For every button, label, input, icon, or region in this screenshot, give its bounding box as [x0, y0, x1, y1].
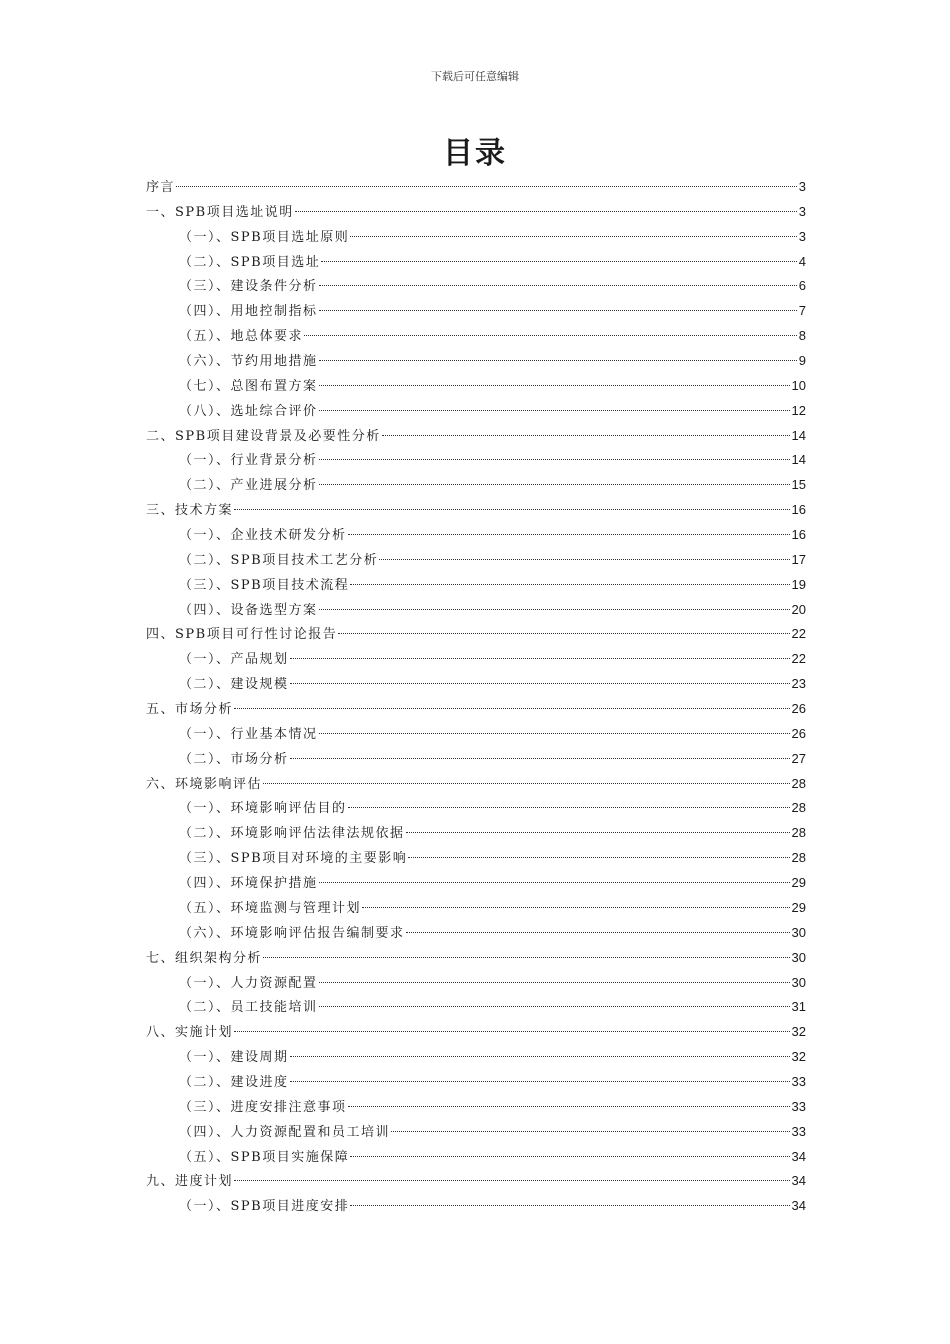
toc-title: 目录	[443, 136, 507, 171]
toc-section-entry[interactable]	[146, 473, 806, 498]
toc-section-entry[interactable]	[146, 1070, 806, 1095]
toc-dot-leader	[406, 932, 790, 933]
toc-dot-leader	[319, 1006, 790, 1007]
toc-entry-page-number: 32	[791, 1049, 806, 1065]
toc-entry-page-number: 4	[798, 253, 806, 269]
toc-entry-label: （一）、建设周期	[179, 1050, 289, 1066]
toc-entry-page-number: 22	[791, 651, 806, 667]
toc-dot-leader	[408, 857, 789, 858]
toc-entry-page-number: 14	[791, 452, 806, 468]
toc-entry-label: （三）、建设条件分析	[179, 279, 318, 295]
toc-entry-page-number: 19	[791, 576, 806, 592]
toc-entry-page-number: 30	[791, 924, 806, 940]
toc-dot-leader	[348, 1106, 790, 1107]
toc-list	[146, 175, 806, 1219]
toc-dot-leader	[379, 559, 789, 560]
toc-section-entry[interactable]	[146, 1120, 806, 1145]
toc-entry-page-number: 12	[791, 402, 806, 418]
toc-entry-label: （七）、总图布置方案	[179, 378, 318, 394]
toc-section-entry[interactable]	[146, 299, 806, 324]
toc-dot-leader	[176, 186, 797, 187]
toc-entry-label: （一）、产品规划	[179, 652, 289, 668]
toc-entry-page-number: 9	[798, 353, 806, 369]
toc-entry-page-number: 28	[791, 800, 806, 816]
toc-entry-label: （三）、SPB项目对环境的主要影响	[179, 851, 408, 867]
toc-entry-page-number: 16	[791, 502, 806, 518]
toc-entry-page-number: 3	[798, 179, 806, 194]
toc-entry-page-number: 26	[791, 701, 806, 717]
toc-entry-page-number: 32	[791, 1024, 806, 1040]
toc-entry-page-number: 33	[791, 1123, 806, 1139]
toc-entry-page-number: 23	[791, 676, 806, 692]
toc-dot-leader	[391, 1131, 790, 1132]
toc-entry-page-number: 28	[791, 825, 806, 841]
page-header-note: 下载后可任意编辑	[431, 70, 519, 83]
toc-entry-label: （三）、SPB项目技术流程	[179, 577, 350, 593]
toc-entry-label: （二）、市场分析	[179, 751, 289, 767]
toc-entry-label: 五、市场分析	[146, 702, 234, 718]
toc-section-entry[interactable]	[146, 250, 806, 275]
toc-section-entry[interactable]	[146, 796, 806, 821]
toc-entry-label: （一）、SPB项目进度安排	[179, 1199, 350, 1215]
toc-dot-leader	[319, 459, 790, 460]
toc-dot-leader	[350, 236, 797, 237]
toc-entry-page-number: 22	[791, 626, 806, 642]
toc-section-entry[interactable]	[146, 921, 806, 946]
toc-dot-leader	[319, 410, 790, 411]
toc-entry-page-number: 29	[791, 899, 806, 915]
toc-section-entry[interactable]	[146, 846, 806, 871]
toc-chapter-entry[interactable]	[146, 498, 806, 523]
toc-section-entry[interactable]	[146, 722, 806, 747]
toc-dot-leader	[290, 1081, 790, 1082]
toc-dot-leader	[382, 435, 790, 436]
toc-section-entry[interactable]	[146, 871, 806, 896]
toc-section-entry[interactable]	[146, 548, 806, 573]
toc-entry-label: （一）、行业基本情况	[179, 726, 318, 742]
toc-dot-leader	[290, 758, 790, 759]
toc-section-entry[interactable]	[146, 1045, 806, 1070]
toc-entry-page-number: 30	[791, 949, 806, 965]
toc-dot-leader	[290, 658, 790, 659]
toc-entry-page-number: 34	[791, 1198, 806, 1214]
toc-entry-page-number: 34	[791, 1148, 806, 1164]
toc-dot-leader	[263, 957, 790, 958]
toc-section-entry[interactable]	[146, 1194, 806, 1219]
toc-entry-label: 二、SPB项目建设背景及必要性分析	[146, 428, 381, 444]
toc-entry-page-number: 3	[798, 228, 806, 244]
toc-entry-page-number: 26	[791, 725, 806, 741]
toc-section-entry[interactable]	[146, 896, 806, 921]
toc-section-entry[interactable]	[146, 573, 806, 598]
toc-entry-label: （二）、SPB项目选址	[179, 254, 321, 270]
toc-entry-page-number: 3	[798, 203, 806, 219]
toc-entry-page-number: 28	[791, 775, 806, 791]
toc-dot-leader	[319, 360, 797, 361]
toc-chapter-entry[interactable]	[146, 772, 806, 797]
toc-entry-label: （一）、环境影响评估目的	[179, 801, 347, 817]
toc-section-entry[interactable]	[146, 225, 806, 250]
toc-section-entry[interactable]	[146, 448, 806, 473]
toc-chapter-entry[interactable]	[146, 424, 806, 449]
toc-dot-leader	[234, 1180, 790, 1181]
toc-section-entry[interactable]	[146, 1095, 806, 1120]
toc-entry-page-number: 15	[791, 477, 806, 493]
toc-dot-leader	[338, 633, 789, 634]
toc-chapter-entry[interactable]	[146, 946, 806, 971]
toc-entry-label: （六）、节约用地措施	[179, 354, 318, 370]
toc-dot-leader	[319, 385, 790, 386]
toc-entry-label: （二）、产业进展分析	[179, 478, 318, 494]
toc-entry-page-number: 29	[791, 875, 806, 891]
toc-entry-label: （一）、SPB项目选址原则	[179, 229, 350, 245]
toc-dot-leader	[350, 1205, 789, 1206]
toc-entry-page-number: 8	[798, 328, 806, 344]
toc-dot-leader	[319, 733, 790, 734]
toc-section-entry[interactable]	[146, 995, 806, 1020]
toc-dot-leader	[290, 1056, 790, 1057]
toc-dot-leader	[350, 1156, 789, 1157]
toc-chapter-entry[interactable]	[146, 1020, 806, 1045]
toc-dot-leader	[319, 310, 797, 311]
toc-section-entry[interactable]	[146, 747, 806, 772]
toc-entry-label: （五）、环境监测与管理计划	[179, 900, 362, 916]
toc-entry-label: 八、实施计划	[146, 1025, 234, 1041]
toc-entry-label: （一）、人力资源配置	[179, 975, 318, 991]
toc-section-entry[interactable]	[146, 598, 806, 623]
toc-dot-leader	[348, 807, 790, 808]
toc-dot-leader	[319, 484, 790, 485]
toc-entry-label: 四、SPB项目可行性讨论报告	[146, 627, 338, 643]
toc-dot-leader	[348, 534, 790, 535]
toc-section-entry[interactable]	[146, 399, 806, 424]
toc-entry-page-number: 31	[791, 999, 806, 1015]
toc-dot-leader	[319, 982, 790, 983]
toc-entry-page-number: 6	[798, 278, 806, 294]
toc-dot-leader	[362, 907, 790, 908]
toc-chapter-entry[interactable]	[146, 175, 806, 200]
toc-entry-label: 一、SPB项目选址说明	[146, 204, 294, 220]
toc-section-entry[interactable]	[146, 672, 806, 697]
toc-dot-leader	[295, 211, 797, 212]
toc-entry-page-number: 7	[798, 303, 806, 319]
toc-entry-label: （五）、地总体要求	[179, 329, 304, 345]
toc-section-entry[interactable]	[146, 647, 806, 672]
toc-dot-leader	[234, 509, 790, 510]
toc-entry-label: 九、进度计划	[146, 1174, 234, 1190]
toc-section-entry[interactable]	[146, 523, 806, 548]
toc-entry-label: （四）、人力资源配置和员工培训	[179, 1124, 391, 1140]
toc-dot-leader	[406, 832, 790, 833]
toc-dot-leader	[321, 261, 797, 262]
toc-dot-leader	[319, 285, 797, 286]
toc-entry-label: （一）、行业背景分析	[179, 453, 318, 469]
toc-entry-page-number: 17	[791, 551, 806, 567]
toc-entry-label: （八）、选址综合评价	[179, 403, 318, 419]
toc-entry-label: （四）、设备选型方案	[179, 602, 318, 618]
toc-entry-page-number: 28	[791, 850, 806, 866]
toc-dot-leader	[304, 335, 797, 336]
toc-dot-leader	[350, 584, 789, 585]
toc-entry-label: （四）、用地控制指标	[179, 304, 318, 320]
toc-entry-label: （二）、建设进度	[179, 1074, 289, 1090]
toc-section-entry[interactable]	[146, 1145, 806, 1170]
toc-entry-label: （二）、员工技能培训	[179, 1000, 318, 1016]
toc-section-entry[interactable]	[146, 971, 806, 996]
toc-entry-label: 序言	[146, 180, 176, 195]
toc-entry-label: （二）、SPB项目技术工艺分析	[179, 552, 379, 568]
toc-chapter-entry[interactable]	[146, 697, 806, 722]
toc-entry-page-number: 10	[791, 377, 806, 393]
toc-dot-leader	[319, 882, 790, 883]
toc-chapter-entry[interactable]	[146, 1169, 806, 1194]
toc-chapter-entry[interactable]	[146, 200, 806, 225]
toc-entry-label: 七、组织架构分析	[146, 950, 263, 966]
toc-entry-page-number: 20	[791, 601, 806, 617]
toc-section-entry[interactable]	[146, 324, 806, 349]
toc-entry-label: （一）、企业技术研发分析	[179, 528, 347, 544]
toc-dot-leader	[319, 609, 790, 610]
toc-section-entry[interactable]	[146, 274, 806, 299]
toc-chapter-entry[interactable]	[146, 622, 806, 647]
toc-entry-page-number: 34	[791, 1173, 806, 1189]
toc-section-entry[interactable]	[146, 374, 806, 399]
toc-entry-page-number: 33	[791, 1073, 806, 1089]
toc-entry-label: （二）、环境影响评估法律法规依据	[179, 826, 405, 842]
toc-entry-label: （二）、建设规模	[179, 677, 289, 693]
toc-section-entry[interactable]	[146, 349, 806, 374]
toc-entry-page-number: 14	[791, 427, 806, 443]
toc-entry-page-number: 33	[791, 1098, 806, 1114]
toc-entry-page-number: 30	[791, 974, 806, 990]
toc-entry-page-number: 16	[791, 527, 806, 543]
toc-dot-leader	[234, 708, 790, 709]
toc-dot-leader	[234, 1031, 790, 1032]
toc-entry-label: （五）、SPB项目实施保障	[179, 1149, 350, 1165]
toc-dot-leader	[263, 783, 790, 784]
toc-entry-label: （六）、环境影响评估报告编制要求	[179, 925, 405, 941]
toc-entry-page-number: 27	[791, 750, 806, 766]
toc-section-entry[interactable]	[146, 821, 806, 846]
toc-entry-label: 六、环境影响评估	[146, 776, 263, 792]
toc-entry-label: （四）、环境保护措施	[179, 876, 318, 892]
toc-entry-label: 三、技术方案	[146, 503, 234, 519]
toc-dot-leader	[290, 683, 790, 684]
toc-entry-label: （三）、进度安排注意事项	[179, 1099, 347, 1115]
